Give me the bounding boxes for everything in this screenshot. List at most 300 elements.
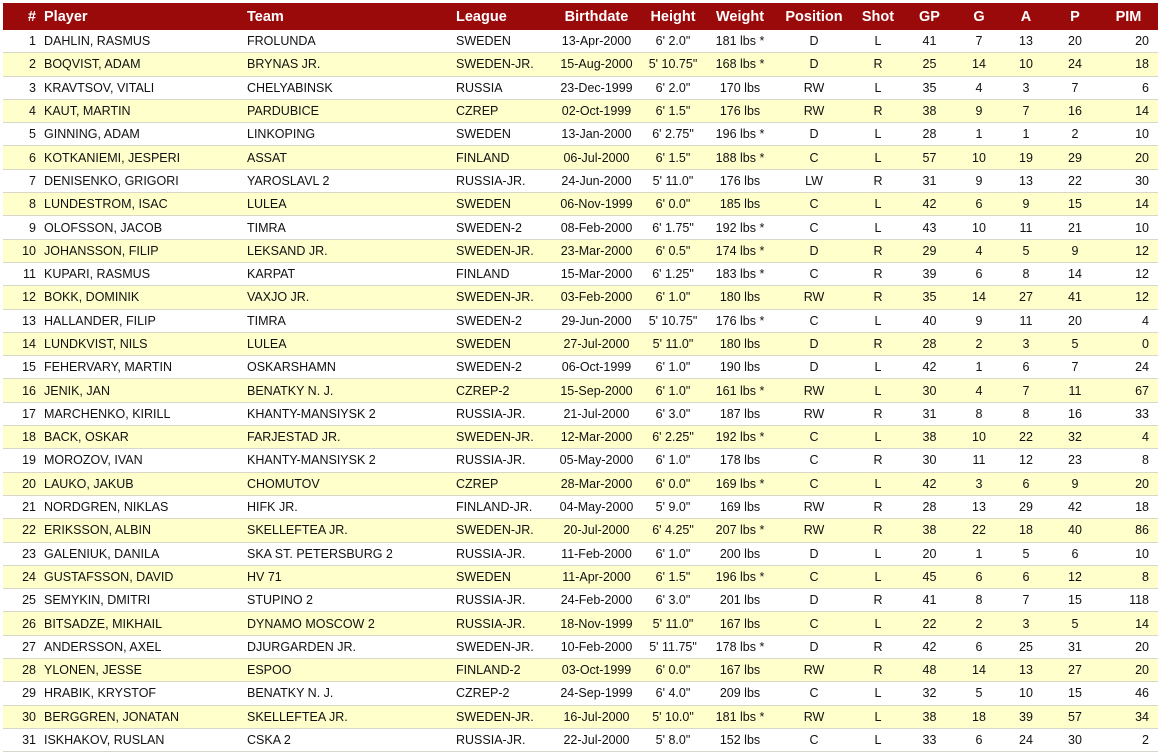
cell-gp: 38: [902, 519, 957, 542]
cell-birthdate: 02-Oct-1999: [553, 99, 640, 122]
cell-points: 29: [1051, 146, 1099, 169]
cell-shot: L: [854, 30, 902, 53]
cell-shot: L: [854, 193, 902, 216]
cell-shot: R: [854, 239, 902, 262]
cell-gp: 45: [902, 565, 957, 588]
cell-pim: 10: [1099, 123, 1158, 146]
cell-goals: 6: [957, 635, 1001, 658]
cell-assists: 3: [1001, 76, 1051, 99]
cell-birthdate: 22-Jul-2000: [553, 728, 640, 751]
prospect-ranking-sheet: [3, 3, 1158, 752]
cell-team: ASSAT: [239, 146, 448, 169]
cell-height: 5' 10.0": [640, 705, 706, 728]
cell-weight: 174 lbs *: [706, 239, 774, 262]
cell-assists: 5: [1001, 239, 1051, 262]
cell-position: D: [774, 589, 854, 612]
cell-team: KHANTY-MANSIYSK 2: [239, 449, 448, 472]
cell-position: D: [774, 30, 854, 53]
cell-player: GUSTAFSSON, DAVID: [36, 565, 239, 588]
cell-league: SWEDEN: [448, 565, 553, 588]
cell-goals: 10: [957, 146, 1001, 169]
cell-league: RUSSIA-JR.: [448, 589, 553, 612]
cell-assists: 1: [1001, 123, 1051, 146]
cell-league: RUSSIA: [448, 76, 553, 99]
cell-assists: 29: [1001, 495, 1051, 518]
cell-shot: R: [854, 262, 902, 285]
cell-height: 5' 11.0": [640, 612, 706, 635]
table-row: [3, 146, 1158, 169]
cell-player: DAHLIN, RASMUS: [36, 30, 239, 53]
cell-league: CZREP: [448, 99, 553, 122]
col-header-player: Player: [36, 3, 239, 30]
cell-weight: 192 lbs *: [706, 216, 774, 239]
cell-assists: 13: [1001, 169, 1051, 192]
cell-pim: 20: [1099, 635, 1158, 658]
cell-league: FINLAND: [448, 146, 553, 169]
cell-assists: 3: [1001, 332, 1051, 355]
cell-goals: 18: [957, 705, 1001, 728]
cell-league: SWEDEN: [448, 123, 553, 146]
cell-gp: 33: [902, 728, 957, 751]
cell-team: FARJESTAD JR.: [239, 426, 448, 449]
cell-pim: 24: [1099, 356, 1158, 379]
cell-points: 7: [1051, 76, 1099, 99]
cell-points: 32: [1051, 426, 1099, 449]
table-row: [3, 262, 1158, 285]
cell-points: 12: [1051, 565, 1099, 588]
cell-height: 5' 10.75": [640, 309, 706, 332]
cell-team: HV 71: [239, 565, 448, 588]
cell-shot: L: [854, 216, 902, 239]
cell-player: MARCHENKO, KIRILL: [36, 402, 239, 425]
cell-weight: 201 lbs: [706, 589, 774, 612]
cell-rank: 7: [3, 169, 36, 192]
cell-position: D: [774, 332, 854, 355]
table-row: [3, 379, 1158, 402]
cell-gp: 48: [902, 659, 957, 682]
cell-goals: 2: [957, 612, 1001, 635]
cell-goals: 22: [957, 519, 1001, 542]
cell-player: NORDGREN, NIKLAS: [36, 495, 239, 518]
cell-gp: 57: [902, 146, 957, 169]
table-row: [3, 565, 1158, 588]
cell-height: 5' 10.75": [640, 53, 706, 76]
cell-weight: 169 lbs *: [706, 472, 774, 495]
cell-player: LAUKO, JAKUB: [36, 472, 239, 495]
cell-birthdate: 29-Jun-2000: [553, 309, 640, 332]
cell-goals: 8: [957, 402, 1001, 425]
cell-birthdate: 15-Mar-2000: [553, 262, 640, 285]
cell-shot: R: [854, 402, 902, 425]
col-header-a: A: [1001, 3, 1051, 30]
cell-pim: 86: [1099, 519, 1158, 542]
cell-shot: R: [854, 495, 902, 518]
cell-goals: 9: [957, 309, 1001, 332]
cell-position: C: [774, 309, 854, 332]
cell-position: C: [774, 426, 854, 449]
cell-team: YAROSLAVL 2: [239, 169, 448, 192]
cell-height: 6' 2.0": [640, 76, 706, 99]
cell-position: D: [774, 239, 854, 262]
cell-shot: R: [854, 635, 902, 658]
cell-weight: 176 lbs: [706, 169, 774, 192]
cell-gp: 42: [902, 472, 957, 495]
cell-team: LEKSAND JR.: [239, 239, 448, 262]
cell-player: FEHERVARY, MARTIN: [36, 356, 239, 379]
cell-weight: 183 lbs *: [706, 262, 774, 285]
table-row: [3, 519, 1158, 542]
cell-goals: 4: [957, 76, 1001, 99]
table-row: [3, 169, 1158, 192]
cell-position: C: [774, 449, 854, 472]
cell-height: 6' 0.0": [640, 472, 706, 495]
cell-birthdate: 16-Jul-2000: [553, 705, 640, 728]
cell-player: KAUT, MARTIN: [36, 99, 239, 122]
cell-weight: 152 lbs: [706, 728, 774, 751]
cell-gp: 39: [902, 262, 957, 285]
cell-assists: 7: [1001, 589, 1051, 612]
cell-rank: 8: [3, 193, 36, 216]
cell-assists: 6: [1001, 472, 1051, 495]
cell-weight: 167 lbs: [706, 659, 774, 682]
cell-points: 5: [1051, 332, 1099, 355]
cell-assists: 8: [1001, 402, 1051, 425]
cell-goals: 6: [957, 262, 1001, 285]
cell-league: SWEDEN-JR.: [448, 705, 553, 728]
cell-position: D: [774, 635, 854, 658]
cell-gp: 42: [902, 193, 957, 216]
header-row: [3, 3, 1158, 30]
cell-assists: 7: [1001, 379, 1051, 402]
cell-height: 6' 1.5": [640, 146, 706, 169]
cell-weight: 167 lbs: [706, 612, 774, 635]
cell-team: DJURGARDEN JR.: [239, 635, 448, 658]
cell-height: 6' 0.5": [640, 239, 706, 262]
cell-position: LW: [774, 169, 854, 192]
cell-birthdate: 24-Sep-1999: [553, 682, 640, 705]
cell-team: BRYNAS JR.: [239, 53, 448, 76]
cell-points: 14: [1051, 262, 1099, 285]
cell-height: 6' 1.5": [640, 565, 706, 588]
cell-points: 15: [1051, 682, 1099, 705]
cell-player: SEMYKIN, DMITRI: [36, 589, 239, 612]
cell-assists: 11: [1001, 216, 1051, 239]
cell-points: 20: [1051, 309, 1099, 332]
cell-height: 5' 11.0": [640, 169, 706, 192]
cell-birthdate: 21-Jul-2000: [553, 402, 640, 425]
cell-position: D: [774, 53, 854, 76]
col-header-birthdate: Birthdate: [553, 3, 640, 30]
cell-assists: 9: [1001, 193, 1051, 216]
cell-assists: 19: [1001, 146, 1051, 169]
cell-position: D: [774, 123, 854, 146]
table-row: [3, 402, 1158, 425]
cell-league: SWEDEN: [448, 193, 553, 216]
cell-gp: 28: [902, 495, 957, 518]
cell-goals: 9: [957, 169, 1001, 192]
cell-pim: 2: [1099, 728, 1158, 751]
table-row: [3, 495, 1158, 518]
cell-pim: 14: [1099, 193, 1158, 216]
cell-league: FINLAND-JR.: [448, 495, 553, 518]
cell-position: C: [774, 193, 854, 216]
table-row: [3, 30, 1158, 53]
cell-position: RW: [774, 705, 854, 728]
cell-team: KHANTY-MANSIYSK 2: [239, 402, 448, 425]
cell-pim: 34: [1099, 705, 1158, 728]
cell-player: MOROZOV, IVAN: [36, 449, 239, 472]
cell-league: FINLAND-2: [448, 659, 553, 682]
cell-team: BENATKY N. J.: [239, 379, 448, 402]
cell-weight: 207 lbs *: [706, 519, 774, 542]
cell-shot: L: [854, 146, 902, 169]
col-header-height: Height: [640, 3, 706, 30]
cell-birthdate: 03-Oct-1999: [553, 659, 640, 682]
cell-assists: 27: [1001, 286, 1051, 309]
cell-height: 6' 1.0": [640, 449, 706, 472]
cell-gp: 35: [902, 76, 957, 99]
cell-shot: L: [854, 309, 902, 332]
cell-height: 6' 3.0": [640, 589, 706, 612]
cell-height: 6' 3.0": [640, 402, 706, 425]
cell-points: 15: [1051, 193, 1099, 216]
cell-weight: 178 lbs: [706, 449, 774, 472]
cell-points: 57: [1051, 705, 1099, 728]
cell-weight: 209 lbs: [706, 682, 774, 705]
cell-league: RUSSIA-JR.: [448, 169, 553, 192]
table-row: [3, 612, 1158, 635]
cell-player: LUNDKVIST, NILS: [36, 332, 239, 355]
cell-shot: R: [854, 332, 902, 355]
table-row: [3, 659, 1158, 682]
cell-rank: 17: [3, 402, 36, 425]
cell-league: SWEDEN-JR.: [448, 53, 553, 76]
cell-points: 22: [1051, 169, 1099, 192]
cell-position: RW: [774, 286, 854, 309]
cell-rank: 9: [3, 216, 36, 239]
cell-gp: 40: [902, 309, 957, 332]
cell-gp: 41: [902, 589, 957, 612]
cell-height: 6' 2.25": [640, 426, 706, 449]
cell-player: LUNDESTROM, ISAC: [36, 193, 239, 216]
cell-shot: L: [854, 705, 902, 728]
cell-rank: 1: [3, 30, 36, 53]
cell-league: SWEDEN-JR.: [448, 426, 553, 449]
cell-assists: 8: [1001, 262, 1051, 285]
cell-goals: 13: [957, 495, 1001, 518]
cell-height: 6' 2.0": [640, 30, 706, 53]
cell-shot: R: [854, 286, 902, 309]
cell-league: CZREP-2: [448, 682, 553, 705]
cell-league: SWEDEN-JR.: [448, 519, 553, 542]
cell-assists: 6: [1001, 565, 1051, 588]
cell-weight: 200 lbs: [706, 542, 774, 565]
cell-goals: 6: [957, 565, 1001, 588]
col-header-team: Team: [239, 3, 448, 30]
cell-gp: 35: [902, 286, 957, 309]
cell-league: FINLAND: [448, 262, 553, 285]
cell-height: 6' 4.25": [640, 519, 706, 542]
cell-weight: 181 lbs *: [706, 30, 774, 53]
cell-position: RW: [774, 495, 854, 518]
cell-team: CHOMUTOV: [239, 472, 448, 495]
cell-league: RUSSIA-JR.: [448, 402, 553, 425]
cell-weight: 161 lbs *: [706, 379, 774, 402]
cell-position: RW: [774, 99, 854, 122]
cell-assists: 10: [1001, 53, 1051, 76]
cell-shot: L: [854, 682, 902, 705]
cell-gp: 25: [902, 53, 957, 76]
col-header-p: P: [1051, 3, 1099, 30]
cell-height: 5' 11.0": [640, 332, 706, 355]
cell-birthdate: 11-Feb-2000: [553, 542, 640, 565]
cell-birthdate: 13-Apr-2000: [553, 30, 640, 53]
cell-points: 9: [1051, 472, 1099, 495]
cell-player: KOTKANIEMI, JESPERI: [36, 146, 239, 169]
cell-gp: 28: [902, 332, 957, 355]
cell-goals: 14: [957, 53, 1001, 76]
cell-league: SWEDEN-JR.: [448, 286, 553, 309]
table-row: [3, 728, 1158, 751]
cell-birthdate: 15-Sep-2000: [553, 379, 640, 402]
cell-points: 16: [1051, 402, 1099, 425]
cell-team: TIMRA: [239, 309, 448, 332]
cell-pim: 8: [1099, 565, 1158, 588]
cell-gp: 41: [902, 30, 957, 53]
cell-rank: 20: [3, 472, 36, 495]
prospect-table: [3, 3, 1158, 752]
table-row: [3, 193, 1158, 216]
cell-rank: 3: [3, 76, 36, 99]
cell-birthdate: 03-Feb-2000: [553, 286, 640, 309]
cell-player: KRAVTSOV, VITALI: [36, 76, 239, 99]
cell-pim: 12: [1099, 262, 1158, 285]
cell-position: C: [774, 472, 854, 495]
cell-weight: 196 lbs *: [706, 565, 774, 588]
cell-goals: 1: [957, 542, 1001, 565]
cell-player: KUPARI, RASMUS: [36, 262, 239, 285]
cell-player: BOKK, DOMINIK: [36, 286, 239, 309]
col-header-rank: #: [3, 3, 36, 30]
table-row: [3, 705, 1158, 728]
cell-rank: 28: [3, 659, 36, 682]
table-row: [3, 682, 1158, 705]
cell-team: FROLUNDA: [239, 30, 448, 53]
cell-league: SWEDEN-2: [448, 309, 553, 332]
cell-weight: 170 lbs: [706, 76, 774, 99]
cell-birthdate: 27-Jul-2000: [553, 332, 640, 355]
cell-player: DENISENKO, GRIGORI: [36, 169, 239, 192]
cell-rank: 25: [3, 589, 36, 612]
cell-player: GALENIUK, DANILA: [36, 542, 239, 565]
cell-team: BENATKY N. J.: [239, 682, 448, 705]
cell-weight: 168 lbs *: [706, 53, 774, 76]
cell-league: SWEDEN-2: [448, 216, 553, 239]
cell-player: JOHANSSON, FILIP: [36, 239, 239, 262]
cell-points: 9: [1051, 239, 1099, 262]
cell-assists: 18: [1001, 519, 1051, 542]
cell-rank: 26: [3, 612, 36, 635]
cell-height: 6' 1.75": [640, 216, 706, 239]
table-row: [3, 123, 1158, 146]
cell-position: RW: [774, 519, 854, 542]
cell-team: DYNAMO MOSCOW 2: [239, 612, 448, 635]
col-header-league: League: [448, 3, 553, 30]
cell-points: 23: [1051, 449, 1099, 472]
cell-pim: 8: [1099, 449, 1158, 472]
cell-assists: 6: [1001, 356, 1051, 379]
cell-position: C: [774, 682, 854, 705]
col-header-g: G: [957, 3, 1001, 30]
cell-position: RW: [774, 379, 854, 402]
cell-shot: L: [854, 379, 902, 402]
cell-pim: 10: [1099, 542, 1158, 565]
cell-rank: 22: [3, 519, 36, 542]
cell-league: RUSSIA-JR.: [448, 542, 553, 565]
cell-player: OLOFSSON, JACOB: [36, 216, 239, 239]
cell-goals: 8: [957, 589, 1001, 612]
cell-rank: 30: [3, 705, 36, 728]
cell-league: SWEDEN-JR.: [448, 239, 553, 262]
cell-pim: 46: [1099, 682, 1158, 705]
cell-league: SWEDEN: [448, 30, 553, 53]
cell-points: 6: [1051, 542, 1099, 565]
cell-weight: 176 lbs: [706, 99, 774, 122]
cell-pim: 20: [1099, 659, 1158, 682]
cell-rank: 15: [3, 356, 36, 379]
cell-pim: 30: [1099, 169, 1158, 192]
cell-rank: 13: [3, 309, 36, 332]
cell-pim: 20: [1099, 472, 1158, 495]
cell-birthdate: 11-Apr-2000: [553, 565, 640, 588]
cell-gp: 38: [902, 705, 957, 728]
cell-shot: R: [854, 449, 902, 472]
cell-assists: 25: [1001, 635, 1051, 658]
cell-height: 6' 1.0": [640, 286, 706, 309]
table-row: [3, 53, 1158, 76]
cell-team: TIMRA: [239, 216, 448, 239]
cell-points: 24: [1051, 53, 1099, 76]
table-row: [3, 99, 1158, 122]
cell-player: BOQVIST, ADAM: [36, 53, 239, 76]
cell-points: 16: [1051, 99, 1099, 122]
cell-league: RUSSIA-JR.: [448, 728, 553, 751]
cell-goals: 10: [957, 216, 1001, 239]
cell-shot: R: [854, 99, 902, 122]
cell-birthdate: 05-May-2000: [553, 449, 640, 472]
cell-goals: 14: [957, 659, 1001, 682]
cell-height: 6' 1.5": [640, 99, 706, 122]
cell-goals: 10: [957, 426, 1001, 449]
cell-shot: L: [854, 472, 902, 495]
cell-birthdate: 06-Oct-1999: [553, 356, 640, 379]
cell-team: KARPAT: [239, 262, 448, 285]
cell-points: 7: [1051, 356, 1099, 379]
cell-league: RUSSIA-JR.: [448, 612, 553, 635]
cell-rank: 21: [3, 495, 36, 518]
table-row: [3, 356, 1158, 379]
cell-height: 6' 4.0": [640, 682, 706, 705]
cell-birthdate: 15-Aug-2000: [553, 53, 640, 76]
cell-goals: 2: [957, 332, 1001, 355]
cell-rank: 16: [3, 379, 36, 402]
cell-position: D: [774, 356, 854, 379]
cell-weight: 176 lbs *: [706, 309, 774, 332]
cell-team: LULEA: [239, 193, 448, 216]
cell-goals: 4: [957, 239, 1001, 262]
cell-gp: 31: [902, 169, 957, 192]
cell-shot: R: [854, 169, 902, 192]
